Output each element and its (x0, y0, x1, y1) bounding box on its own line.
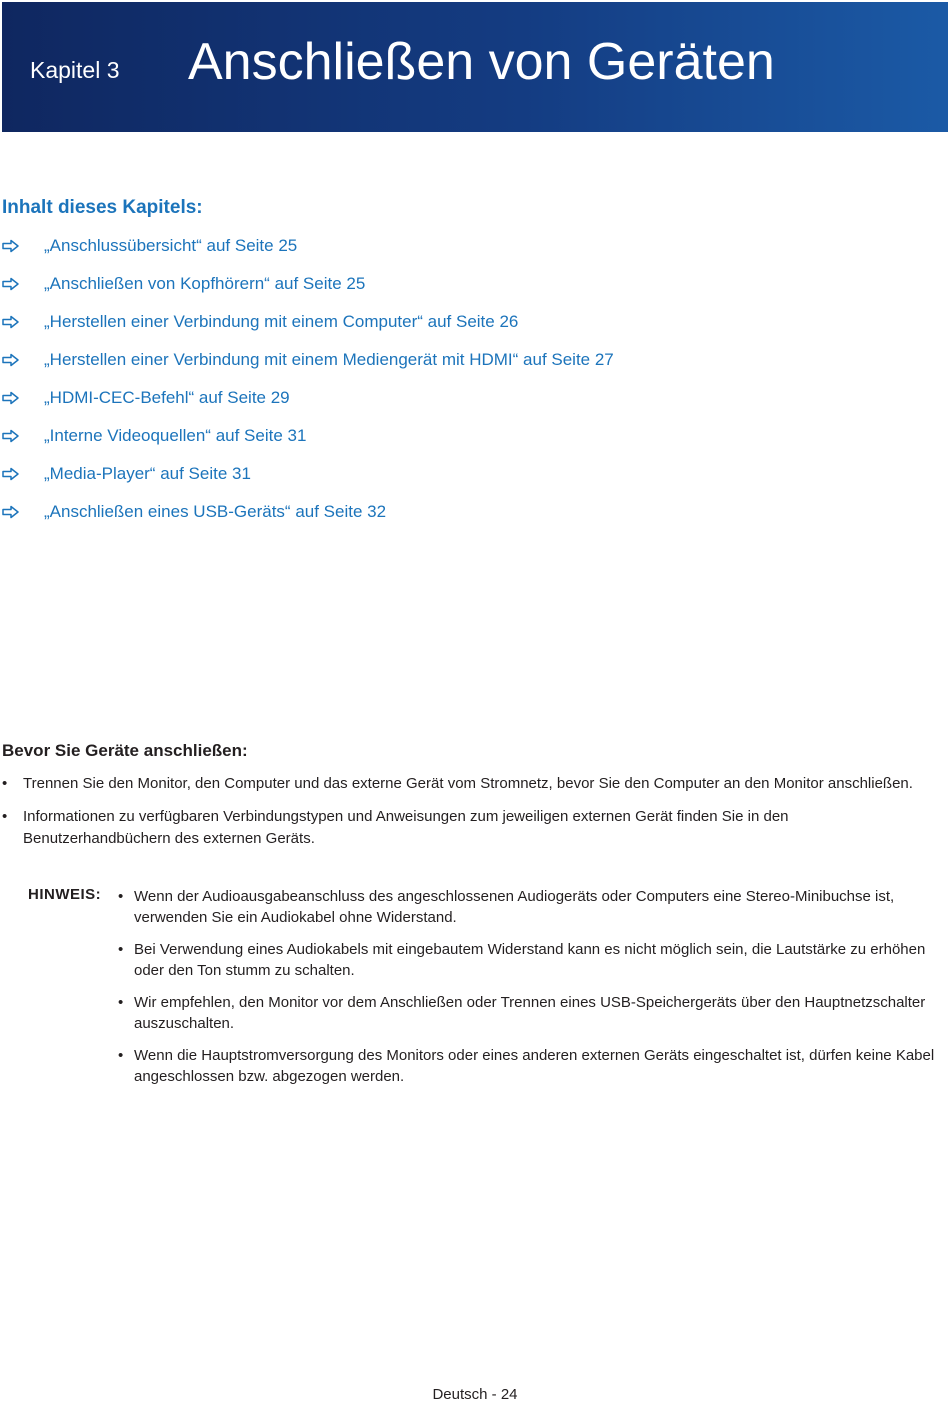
bullet-icon: • (118, 888, 124, 905)
toc-link[interactable]: „Anschlussübersicht“ auf Seite 25 (44, 236, 298, 255)
bullet-icon: • (118, 994, 124, 1011)
toc-heading: Inhalt dieses Kapitels: (2, 197, 203, 218)
toc-link[interactable]: „Anschließen eines USB-Geräts“ auf Seite 32 (44, 502, 387, 521)
bullet-list (0, 773, 940, 861)
note-item-text: Wenn die Hauptstromversorgung des Monitors oder eines anderen externen Geräts eingeschaltet ist, dürfen keine Kabel angeschlossen bzw. abgezogen werden. (134, 1047, 935, 1085)
arrow-right-icon (2, 391, 20, 405)
page-title: Anschließen von Geräten (188, 33, 775, 91)
list-item (0, 806, 940, 850)
note-item-text: Wenn der Audioausgabeanschluss des angeschlossenen Audiogeräts oder Computers eine Stereo-Minibuchse ist, verwenden Sie ein Audiokabel ohne Widerstand. (134, 888, 895, 926)
toc-link[interactable]: „HDMI-CEC-Befehl“ auf Seite 29 (44, 388, 290, 407)
arrow-right-icon (2, 353, 20, 367)
arrow-right-icon (2, 239, 20, 253)
arrow-right-icon (2, 429, 20, 443)
arrow-right-icon (2, 277, 20, 291)
note-label: HINWEIS: (28, 886, 102, 903)
chapter-label: Kapitel 3 (30, 57, 120, 83)
arrow-right-icon (2, 315, 20, 329)
bullet-icon: • (2, 775, 8, 792)
arrow-right-icon (2, 505, 20, 519)
page-footer: Deutsch - 24 (432, 1386, 518, 1403)
toc-link[interactable]: „Herstellen einer Verbindung mit einem Computer“ auf Seite 26 (44, 312, 519, 331)
list-item (0, 773, 940, 795)
note-item-text: Bei Verwendung eines Audiokabels mit eingebautem Widerstand kann es nicht möglich sein, die Lautstärke zu erhöhen oder den Ton stumm zu schalten. (134, 941, 926, 979)
bullet-icon: • (118, 941, 124, 958)
note-item (116, 939, 950, 981)
note-item (116, 886, 950, 928)
note-item (116, 992, 950, 1034)
note-item-text: Wir empfehlen, den Monitor vor dem Anschließen oder Trennen eines USB-Speichergeräts über den Hauptnetzschalter auszuschalten. (134, 994, 926, 1032)
toc-link[interactable]: „Media-Player“ auf Seite 31 (44, 464, 251, 483)
note-list (116, 886, 950, 1098)
toc-link[interactable]: „Herstellen einer Verbindung mit einem Mediengerät mit HDMI“ auf Seite 27 (44, 350, 614, 369)
chapter-banner (2, 2, 948, 132)
list-item-text: Informationen zu verfügbaren Verbindungstypen und Anweisungen zum jeweiligen externen Gerät finden Sie in den Benutzerhandbüchern des externen Geräts. (23, 808, 789, 847)
note-item (116, 1045, 950, 1087)
toc-link[interactable]: „Interne Videoquellen“ auf Seite 31 (44, 426, 307, 445)
bullet-icon: • (118, 1047, 124, 1064)
bullet-icon: • (2, 808, 8, 825)
arrow-right-icon (2, 467, 20, 481)
section-heading: Bevor Sie Geräte anschließen: (2, 741, 248, 760)
list-item-text: Trennen Sie den Monitor, den Computer und das externe Gerät vom Stromnetz, bevor Sie den Computer an den Monitor anschließen. (23, 775, 913, 792)
toc-link[interactable]: „Anschließen von Kopfhörern“ auf Seite 25 (44, 274, 366, 293)
